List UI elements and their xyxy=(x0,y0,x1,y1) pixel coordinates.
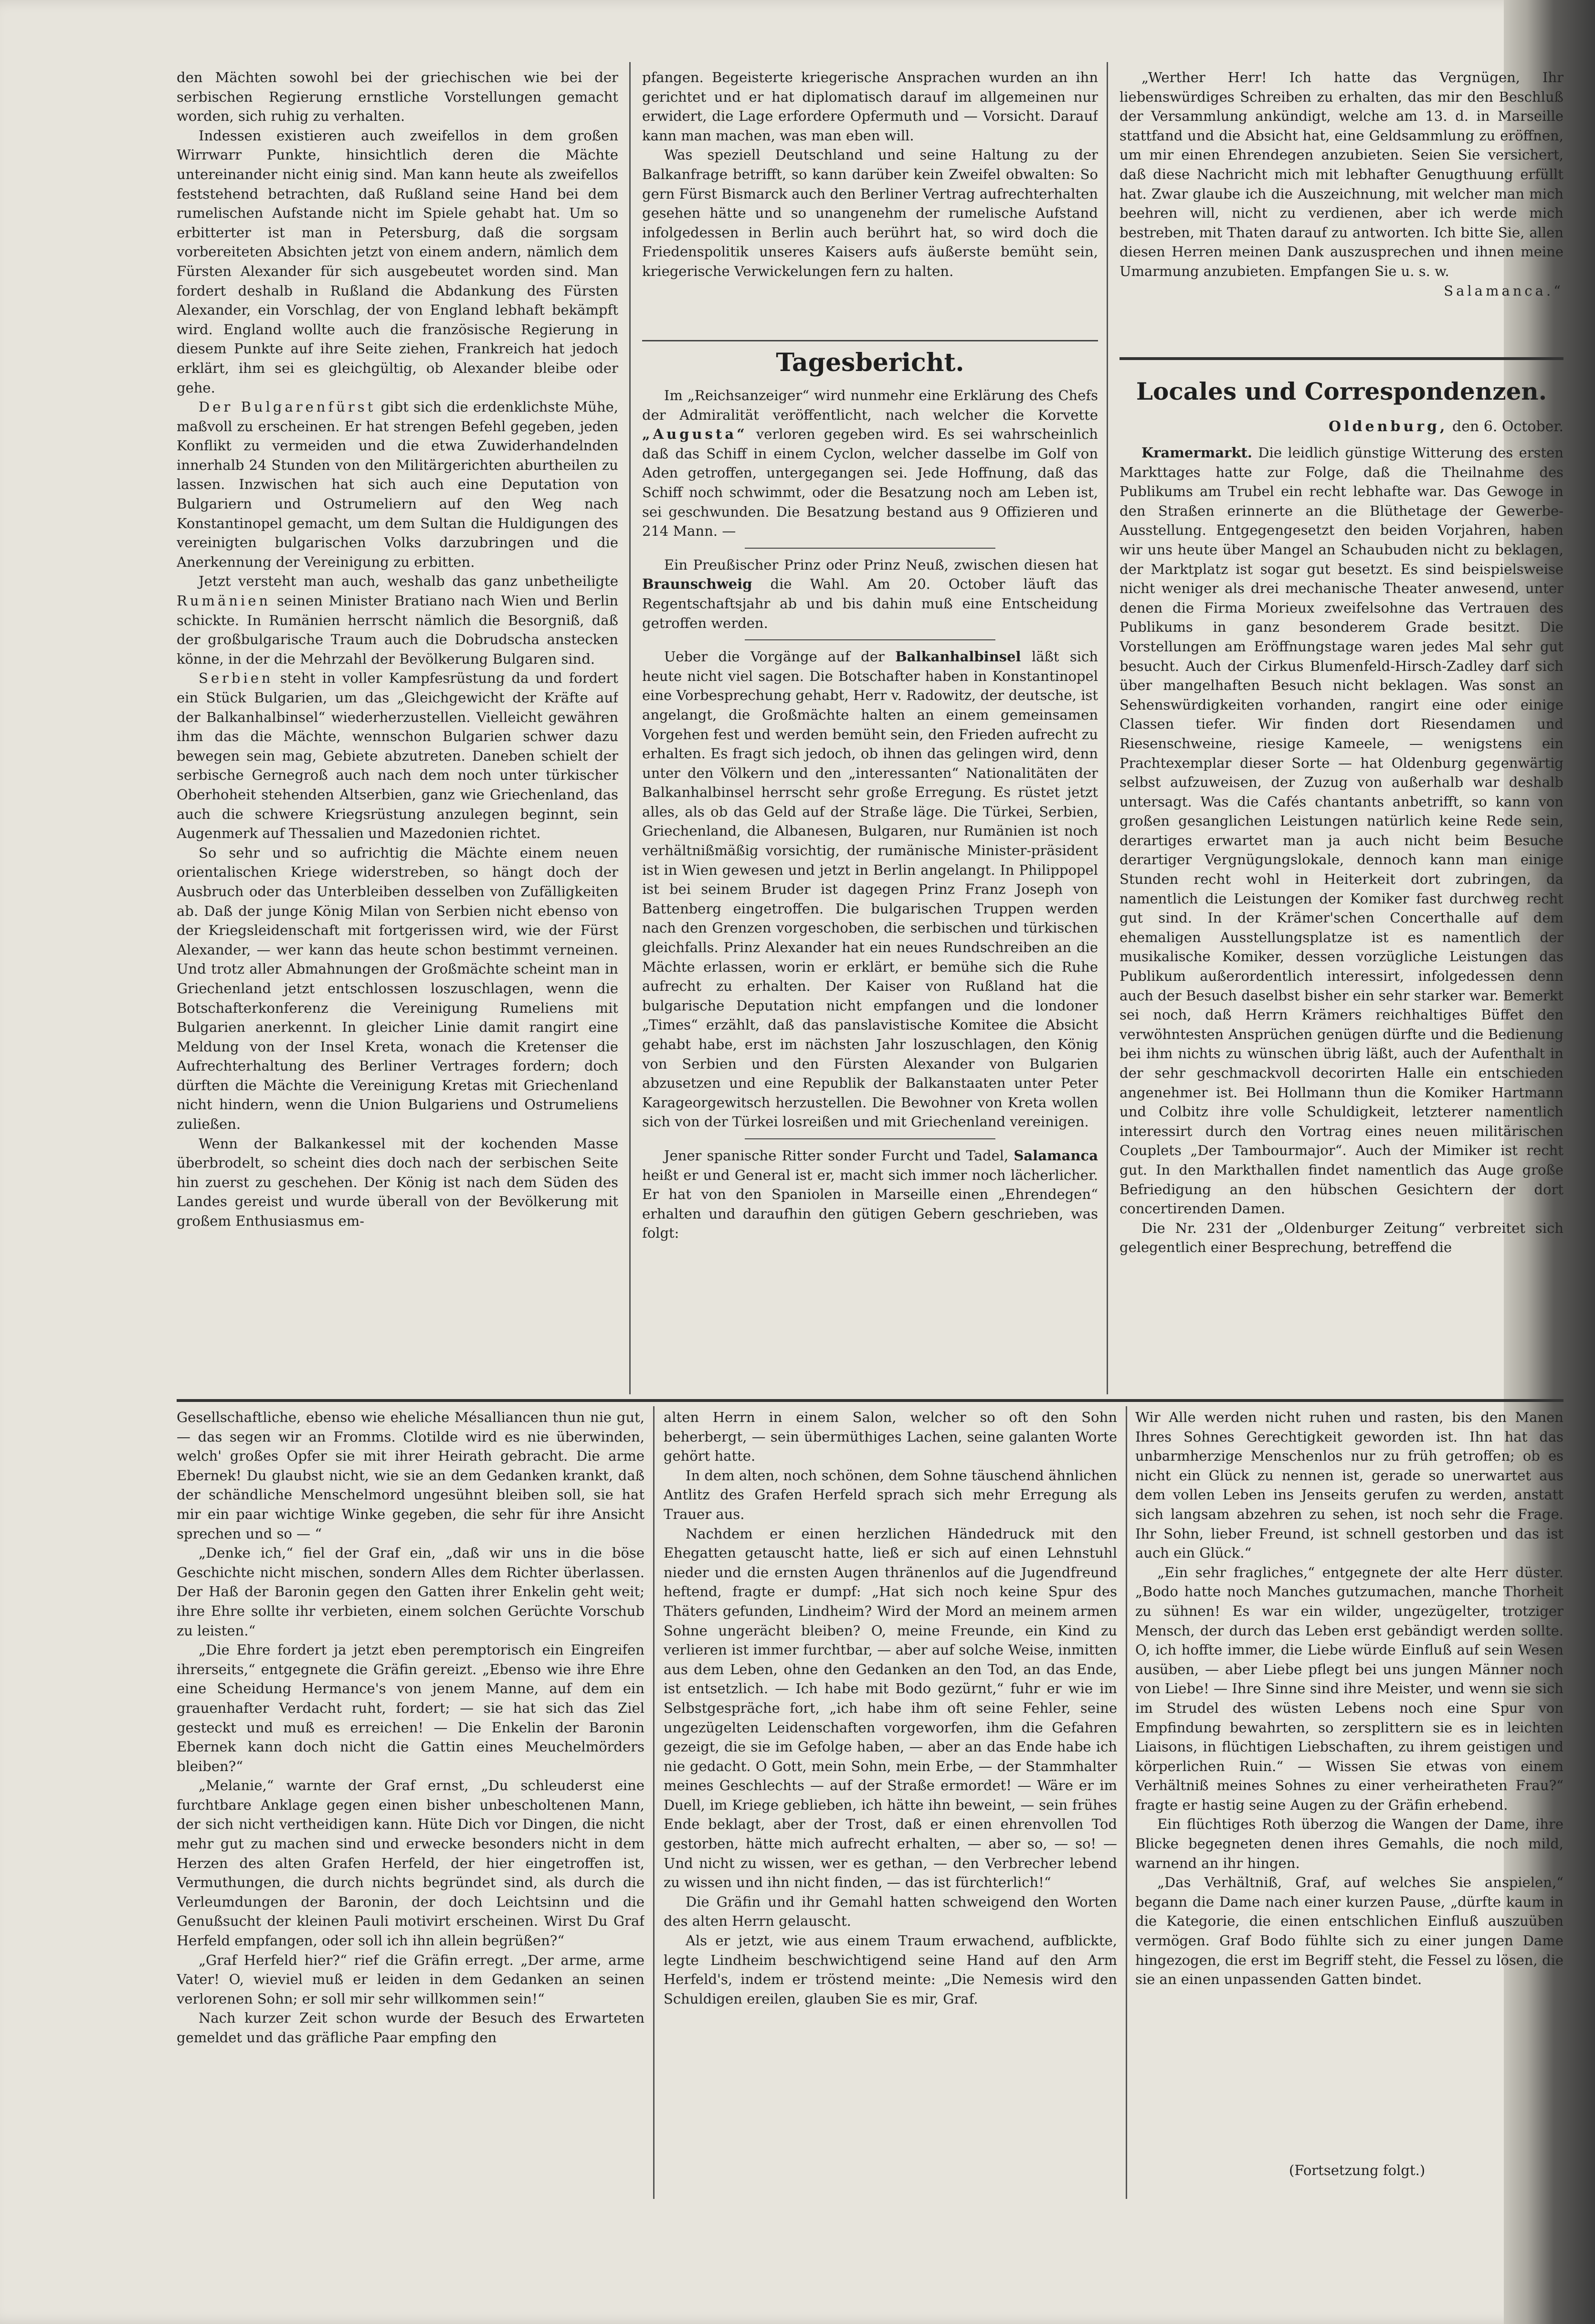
spaced-term: Rumänien xyxy=(177,593,271,609)
paragraph: Wenn der Balkankessel mit der kochenden Masse überbrodelt, so scheint dies doch nach der serbischen Seite hin zuerst zu geschehen. Der König ist nach dem Süden des Landes gereist und wurde überall von der Bevölkerung mit großem Enthusiasmus em- xyxy=(177,1135,618,1230)
paragraph: In dem alten, noch schönen, dem Sohne täuschend ähnlichen Antlitz des Grafen Herfeld sprach sich mehr Erregung als Trauer aus. xyxy=(664,1467,1117,1522)
text: steht in voller Kampfesrüstung da und fordert ein Stück Bulgarien, um das „Gleichgewicht der Kräfte auf der Balkanhalbinsel“ wiederherzustellen. Vielleicht gewähren ihm das die Mächte, wennschon Bulgarien schwer dazu bewegen sein mag, Gebiete abzutreten. Daneben schielt der serbische Gernegroß auch nach dem noch unter türkischer Oberhoheit stehenden Altserbien, ganz wie Griechenland, das auch die schwere Kriegsrüstung anzulegen beginnt, sein Augenmerk auf Thessalien und Mazedonien richtet. xyxy=(177,670,618,842)
spaced-term: Der Bulgarenfürst xyxy=(199,399,376,415)
text: die Wahl. Am 20. October läuft das Regentschaftsjahr ab und bis dahin muß eine Entscheidung getroffen werden. xyxy=(642,576,1098,631)
text: verloren gegeben wird. Es sei wahrscheinlich daß das Schiff in einem Cyclon, welcher dasselbe im Golf von Aden getroffen, untergegangen sei. Jede Hoffnung, daß das Schiff noch schwimmt, oder die Besatzung noch am Leben ist, sei geschwunden. Die Besatzung bestand aus 9 Offizieren und 214 Mann. — xyxy=(642,426,1098,540)
bold-term: Braunschweig xyxy=(642,576,752,593)
column-rule xyxy=(653,1406,655,2199)
dateline-place: Oldenburg, xyxy=(1329,418,1448,435)
paragraph: „Die Ehre fordert ja jetzt eben peremptorisch ein Eingreifen ihrerseits,“ entgegnete die Gräfin gereizt. „Ebenso wie ihre Ehre eine Scheidung Hermance's von jenem Manne, auf dem ein grauenhafter Verdacht ruht, fordert; — sie hat sich das Ziel gesteckt und muß es erreichen! — Die Enkelin der Baronin Ebernek kann doch nicht die Gattin eines Meuchelmörders bleiben?“ xyxy=(177,1642,644,1774)
paragraph: Als er jetzt, wie aus einem Traum erwachend, aufblickte, legte Lindheim beschwichtigend seine Hand auf den Arm Herfeld's, indem er tröstend meinte: „Die Nemesis wird den Schuldigen ereilen, glauben Sie es mir, Graf. xyxy=(664,1932,1117,2007)
feuilleton-rule xyxy=(177,1399,1563,1402)
article-column-locales xyxy=(1120,443,1563,1393)
spaced-term: Serbien xyxy=(199,670,274,687)
section-heading-tagesbericht: Tagesbericht. xyxy=(776,348,964,377)
serial-column-3 xyxy=(1135,1408,1563,2153)
serial-column-1 xyxy=(177,1408,644,2196)
paragraph: Indessen existieren auch zweifellos in dem großen Wirrwarr Punkte, hinsichtlich deren die Mächte untereinander nicht einig sind. Man kann heute als zweifellos feststehend betrachten, daß Rußland seine Hand bei dem rumelischen Aufstande nicht im Spiele gehabt hat. Um so erbitterter ist man in Petersburg, daß die sorgsam vorbereiteten Absichten jetzt von einem andern, nämlich dem Fürsten Alexander für sich ausgebeutet worden sind. Man fordert deshalb in Rußland die Abdankung des Fürsten Alexander, ein Vorschlag, der von England lebhaft bekämpft wird. England wollte auch die französische Regierung in diesem Punkte auf ihre Seite ziehen, Frankreich hat jedoch erklärt, ihm sei es gleichgültig, ob Alexander bleibe oder gehe. xyxy=(177,127,618,396)
paragraph: Nach kurzer Zeit schon wurde der Besuch des Erwarteten gemeldet und das gräfliche Paar empfing den xyxy=(177,2010,644,2046)
paragraph: Die Nr. 231 der „Oldenburger Zeitung“ verbreitet sich gelegentlich einer Besprechung, betreffend die xyxy=(1120,1220,1563,1256)
paragraph: pfangen. Begeisterte kriegerische Ansprachen wurden an ihn gerichtet und er hat diplomatisch darauf im allgemeinen nur erwidert, die Lage erfordere Opfermuth und — Vorsicht. Darauf kann man machen, was man eben will. xyxy=(642,69,1098,144)
text: Im „Reichsanzeiger“ wird nunmehr eine Erklärung des Chefs der Admiralität veröffentlicht, nach welcher die Korvette xyxy=(642,387,1098,423)
ship-name: „Augusta“ xyxy=(642,426,748,443)
paragraph xyxy=(642,555,1098,633)
paragraph: Ein flüchtiges Roth überzog die Wangen der Dame, ihre Blicke begegneten denen ihres Gemahls, die noch mild, warnend an ihr hingen. xyxy=(1135,1816,1563,1871)
text: Ein Preußischer Prinz oder Prinz Neuß, zwischen diesen hat xyxy=(664,556,1098,573)
column-rule xyxy=(1107,62,1108,1394)
paragraph: Was speziell Deutschland und seine Haltung zu der Balkanfrage betrifft, so kann darüber kein Zweifel obwalten: So gern Fürst Bismarck auch den Berliner Vertrag aufrechterhalten gesehen hätte und so unangenehm der rumelische Aufstand infolgedessen in Berlin auch berührt hat, so wird doch die Friedenspolitik unseres Kaisers aufs äußerste bemüht sein, kriegerische Verwickelungen fern zu halten. xyxy=(642,147,1098,279)
section-rule xyxy=(1120,357,1563,360)
article-column-politics xyxy=(177,68,618,1393)
paragraph xyxy=(642,1146,1098,1243)
dateline xyxy=(1120,418,1563,435)
text: Jener spanische Ritter sonder Furcht und Tadel, xyxy=(664,1147,1014,1164)
paragraph: „Denke ich,“ fiel der Graf ein, „daß wir uns in die böse Geschichte nicht mischen, sondern Alles dem Richter überlassen. Der Haß der Baronin gegen den Gatten ihrer Enkelin geht weit; ihre Ehre sollte ihr verbieten, einem solchen Gerüchte Vorschub zu leisten.“ xyxy=(177,1545,644,1639)
paragraph xyxy=(177,572,618,669)
text: Die leidlich günstige Witterung des ersten Markttages hatte zur Folge, daß die Theilnahme des Publikums am Trubel ein recht lebhafte war. Das Gewoge in den Straßen erinnerte an die Blüthetage der Gewerbe-Ausstellung. Entgegengesetzt den beiden Vorjahren, haben wir uns heute über Mangel an Schaubuden nicht zu beklagen, der Marktplatz ist sogar gut besetzt. Es sind beispielsweise nicht weniger als drei mechanische Theater anwesend, unter denen die Firma Morieux zweifelsohne das Vertrauen des Publikums in ganz besonderem Grade besitzt. Die Vorstellungen am Eröffnungstage waren jedes Mal sehr gut besucht. Auch der Cirkus Blumenfeld-Hirsch-Zadley darf sich über mangelhaften Besuch nicht beklagen. Was sonst an Sehenswürdigkeiten vorhanden, rangirt eine oder einige Classen tiefer. Wir finden dort Riesendamen und Riesenschweine, riesige Kameele, — wenigstens ein Prachtexemplar dieser Sorte — hat Oldenburg gegenwärtig selbst aufzuweisen, der Zuzug von außerhalb war deshalb untersagt. Was die Cafés chantants anbetrifft, so kann von großen gesanglichen Leistungen natürlich keine Rede sein, derartiges erwartet man ja auch nicht beim Besuche derartiger Vergnügungslokale, dennoch kann man einige Stunden recht wohl in Heiterkeit dort zubringen, da namentlich die Leistungen der Komiker fast durchweg recht gut sind. In der Krämer'schen Concerthalle auf dem ehemaligen Ausstellungsplatze ist es namentlich der musikalische Komiker, dessen vorzügliche Leistungen das Publikum außerordentlich interessirt, infolgedessen denn auch der Besuch daselbst bisher ein sehr starker war. Bemerkt sei noch, daß Herrn Krämers reichhaltiges Büffet den verwöhntesten Ansprüchen genügen dürfte und die Bedienung bei ihm nichts zu wünschen übrig läßt, auch der Aufenthalt in der sehr geschmackvoll decorirten Halle ein entschieden angenehmer ist. Bei Hollmann thun die Komiker Hartmann und Colbitz ihre volle Schuldigkeit, letzterer namentlich interessirt durch den Vortrag eines neuen militärischen Couplets „Der Tambourmajor“. Auch der Mimiker ist recht gut. In den Markthallen findet namentlich das Auge große Befriedigung an den hübschen Gesichtern der dort concertirenden Damen. xyxy=(1120,445,1563,1217)
paragraph xyxy=(177,397,618,572)
paragraph: den Mächten sowohl bei der griechischen wie bei der serbischen Regierung ernstliche Vorstellungen gemacht worden, sich ruhig zu verhalten. xyxy=(177,69,618,125)
signature: Salamanca.“ xyxy=(1444,282,1563,299)
paragraph: Nachdem er einen herzlichen Händedruck mit den Ehegatten getauscht hatte, ließ er sich auf einen Lehnstuhl nieder und die ernsten Augen thränenlos auf die Jugendfreund heftend, fragte er dumpf: „Hat sich noch keine Spur des Thäters gefunden, Lindheim? Wird der Mord an meinem armen Sohne ungerächt bleiben? O, meine Freunde, ein Kind zu verlieren ist immer furchtbar, — aber auf solche Weise, inmitten aus dem Leben, ohne den Gedanken an den Tod, an das Ende, ist entsetzlich. — Ich habe mit Bodo gezürnt,“ fuhr er wie im Selbstgespräche fort, „ich habe ihm oft seine Fehler, seine ungezügelten Leidenschaften vorgeworfen, ihm die Gefahren gezeigt, die sie im Gefolge haben, — aber an das Ende habe ich nie gedacht. O Gott, mein Sohn, mein Erbe, — der Stammhalter meines Geschlechts — auf der Straße ermordet! — Wäre er im Duell, im Kriege geblieben, ich hätte ihn beweint, — sein frühes Ende beklagt, aber der Trost, daß er einen ehrenvollen Tod gestorben, hätte mich aufrecht erhalten, — aber so, — so! — Und nicht zu wissen, wer es gethan, — den Verbrecher lebend zu wissen und ihn nicht finden, — das ist fürchterlich!“ xyxy=(664,1525,1117,1891)
article-column-tagesbericht-body xyxy=(642,386,1098,1393)
paragraph xyxy=(642,647,1098,1132)
bold-term: Kramermarkt. xyxy=(1141,445,1253,461)
text: gibt sich die erdenklichste Mühe, maßvoll zu erscheinen. Er hat strengen Befehl gegeben, jeden Konflikt zu vermeiden und die etwa Zuwiderhandelnden innerhalb 24 Stunden von den Militärgerichten aburtheilen zu lassen. Inzwischen hat sich auch eine Deputation von Bulgariern und Ostrumeliern auf den Weg nach Konstantinopel gemacht, um dem Sultan die Huldigungen des vereinigten bulgarischen Volks darzubringen und die Anerkennung der Vereinigung zu erbitten. xyxy=(177,399,618,570)
paragraph: „Werther Herr! Ich hatte das Vergnügen, Ihr liebenswürdiges Schreiben zu erhalten, das mir den Beschluß der Versammlung ankündigt, welche am 13. d. in Marseille stattfand und die Absicht hat, eine Geldsammlung zu eröffnen, um mir einen Ehrendegen anzubieten. Seien Sie versichert, daß diese Nachricht mich mit lebhafter Genugthuung erfüllt hat. Zwar glaube ich die Auszeichnung, mit welcher man mich beehren will, nicht zu verdienen, aber ich werde mich bestreben, mit Thaten darauf zu antworten. Ich bitte Sie, allen diesen Herren meinen Dank auszusprechen und ihnen meine Umarmung anzubieten. Empfangen Sie u. s. w. xyxy=(1120,69,1563,279)
paragraph-divider xyxy=(745,548,995,549)
paragraph xyxy=(642,386,1098,541)
section-heading-locales: Locales und Correspondenzen. xyxy=(1136,377,1547,405)
paragraph: „Ein sehr fragliches,“ entgegnete der alte Herr düster. „Bodo hatte noch Manches gutzumachen, manche Thorheit zu sühnen! Es war ein wilder, ungezügelter, trotziger Mensch, der durch das Leben erst gebändigt werden sollte. O, ich hoffte immer, die Liebe würde Einfluß auf sein Wesen ausüben, — aber Liebe pflegt bei uns jungen Männer noch von Liebe! — Ihre Sinne sind ihre Meister, und wenn sie sich im Strudel des wüsten Lebens noch eine Spur von Empfindung bewahrten, so zersplittern sie es in leichten Liaisons, in flüchtigen Liebschaften, zu ihrem geistigen und körperlichen Ruin.“ — Wissen Sie etwas von einem Verhältniß meines Sohnes zu einer verheiratheten Frau?“ fragte er hastig seine Augen zu der Gräfin erhebend. xyxy=(1135,1564,1563,1813)
continuation-note: (Fortsetzung folgt.) xyxy=(1289,2162,1426,2178)
bold-term: Salamanca xyxy=(1014,1147,1098,1164)
article-column-tagesbericht xyxy=(642,68,1098,335)
paragraph-divider xyxy=(745,1138,995,1139)
paragraph: alten Herrn in einem Salon, welcher so oft den Sohn beherbergt, — sein übermüthiges Lachen, seine galanten Worte gehört hatte. xyxy=(664,1409,1117,1464)
serial-column-2 xyxy=(664,1408,1117,2196)
paragraph: So sehr und so aufrichtig die Mächte einem neuen orientalischen Kriege widerstreben, so hängt doch der Ausbruch oder das Unterbleiben desselben von Zufälligkeiten ab. Daß der junge König Milan von Serbien nicht ebenso von der Kriegsleidenschaft mit fortgerissen wird, wie der Fürst Alexander, — wer kann das heute schon bestimmt verneinen. Und trotz aller Abmahnungen der Großmächte scheint man in Griechenland jetzt entschlossen loszuschlagen, wenn die Botschafterkonferenz die Vereinigung Rumeliens mit Bulgarien anerkennt. In gleicher Linie damit rangirt eine Meldung von der Insel Kreta, wonach die Kretenser die Aufrechterhaltung des Berliner Vertrages fordern; doch dürften die Mächte die Vereinigung Kretas mit Griechenland nicht hindern, wenn die Union Bulgariens und Ostrumeliens zuließen. xyxy=(177,844,618,1133)
dateline-date: den 6. October. xyxy=(1447,418,1563,435)
text: Jetzt versteht man auch, weshalb das ganz unbetheiligte xyxy=(199,573,618,590)
paragraph: „Das Verhältniß, Graf, auf welches Sie anspielen,“ begann die Dame nach einer kurzen Pause, „dürfte kaum in die Kategorie, die einen entschlichen Einfluß auszuüben vermögen. Graf Bodo fühlte sich zu einer jungen Dame hingezogen, die erst im Begriff steht, die Fessel zu lösen, die sie an einen unpassenden Gatten bindet. xyxy=(1135,1874,1563,1988)
paragraph-divider xyxy=(745,639,995,640)
paragraph: Wir Alle werden nicht ruhen und rasten, bis den Manen Ihres Sohnes Gerechtigkeit geworden ist. Ihn hat das unbarmherzige Menschenlos nur zu früh getroffen; ob es nicht ein Glück zu nennen ist, gerade so unerwartet aus dem vollen Leben ins Jenseits gerufen zu werden, anstatt sich langsam abzehren zu sehen, ist noch sehr die Frage. Ihr Sohn, lieber Freund, ist schnell gestorben und das ist auch ein Glück.“ xyxy=(1135,1409,1563,1561)
letter-salamanca xyxy=(1120,68,1563,335)
paragraph xyxy=(1120,443,1563,1219)
text: seinen Minister Bratiano nach Wien und Berlin schickte. In Rumänien herrscht nämlich die Besorgniß, daß der großbulgarische Traum auch die Dobrudscha anstecken könne, in der die Mehrzahl der Bevölkerung Bulgaren sind. xyxy=(177,593,618,667)
text: heißt er und General ist er, macht sich immer noch lächerlicher. Er hat von den Spaniolen in Marseille einen „Ehrendegen“ erhalten und daraufhin den gütigen Gebern geschrieben, was folgt: xyxy=(642,1167,1098,1242)
paragraph: Gesellschaftliche, ebenso wie eheliche Mésalliancen thun nie gut, — das segen wir an Fromms. Clotilde wird es nie überwinden, welch' großes Opfer sie mit ihrer Heirath gebracht. Die arme Ebernek! Du glaubst nicht, wie sie an dem Gedanken krankt, daß der schändliche Menschelmord ungesühnt bleiben soll, sie hat mir ein paar wichtige Winke gegeben, die sehr für ihre Ansicht sprechen und so — “ xyxy=(177,1409,644,1542)
paragraph: „Melanie,“ warnte der Graf ernst, „Du schleuderst eine furchtbare Anklage gegen einen bisher unbescholtenen Mann, der sich nicht vertheidigen kann. Hüte Dich vor Dingen, die nicht mehr gut zu machen sind und erwecke besonders nicht in dem Herzen des alten Grafen Herfeld, der hier eingetroffen ist, Vermuthungen, die durch nichts begründet sind, als durch die Verleumdungen der Baronin, der doch Leichtsinn und die Genußsucht der kleinen Pauli motivirt erscheinen. Wirst Du Graf Herfeld empfangen, oder soll ich ihn allein begrüßen?“ xyxy=(177,1777,644,1949)
section-rule xyxy=(642,340,1098,341)
text: Ueber die Vorgänge auf der xyxy=(664,648,896,665)
paragraph: „Graf Herfeld hier?“ rief die Gräfin erregt. „Der arme, arme Vater! O, wieviel muß er leiden in dem Gedanken an seinen verlorenen Sohn; er soll mir sehr willkommen sein!“ xyxy=(177,1952,644,2007)
column-rule xyxy=(1126,1406,1127,2199)
bold-term: Balkanhalbinsel xyxy=(895,648,1021,665)
column-rule xyxy=(629,62,631,1394)
text: läßt sich heute nicht viel sagen. Die Botschafter haben in Konstantinopel eine Vorbesprechung gehabt, Herr v. Radowitz, der deutsche, ist angelangt, die Großmächte halten an einem gemeinsamen Vorgehen fest und werden bemüht sein, den Frieden aufrecht zu erhalten. Es fragt sich jedoch, ob ihnen das gelingen wird, denn unter den Völkern und den „interessanten“ Nationalitäten der Balkanhalbinsel herrscht sehr große Erregung. Es rüstet jetzt alles, als ob das Geld auf der Straße läge. Die Türkei, Serbien, Griechenland, die Albanesen, Bulgaren, nur Rumänien ist noch verhältnißmäßig vorsichtig, der rumänische Minister-präsident ist in Wien gewesen und jetzt in Berlin angelangt. In Philippopel ist bei seinem Bruder ist dagegen Prinz Franz Joseph von Battenberg eingetroffen. Die bulgarischen Truppen werden nach den Grenzen vorgeschoben, die serbischen und türkischen gleichfalls. Prinz Alexander hat ein neues Rundschreiben an die Mächte erlassen, worin er erklärt, er bemühe sich die Ruhe aufrecht zu erhalten. Der Kaiser von Rußland hat die bulgarische Deputation nicht empfangen und die londoner „Times“ erzählt, daß das panslavistische Komitee die Absicht gehabt habe, erst im nächsten Jahr loszuschlagen, den König von Serbien und den Fürsten Alexander von Bulgarien abzusetzen und eine Republik der Balkanstaaten unter Peter Karageorgewitsch herzustellen. Die Bewohner von Kreta wollen sich von der Türkei losreißen und mit Griechenland vereinigen. xyxy=(642,648,1098,1130)
paragraph: Die Gräfin und ihr Gemahl hatten schweigend den Worten des alten Herrn gelauscht. xyxy=(664,1893,1117,1930)
paragraph xyxy=(177,669,618,843)
